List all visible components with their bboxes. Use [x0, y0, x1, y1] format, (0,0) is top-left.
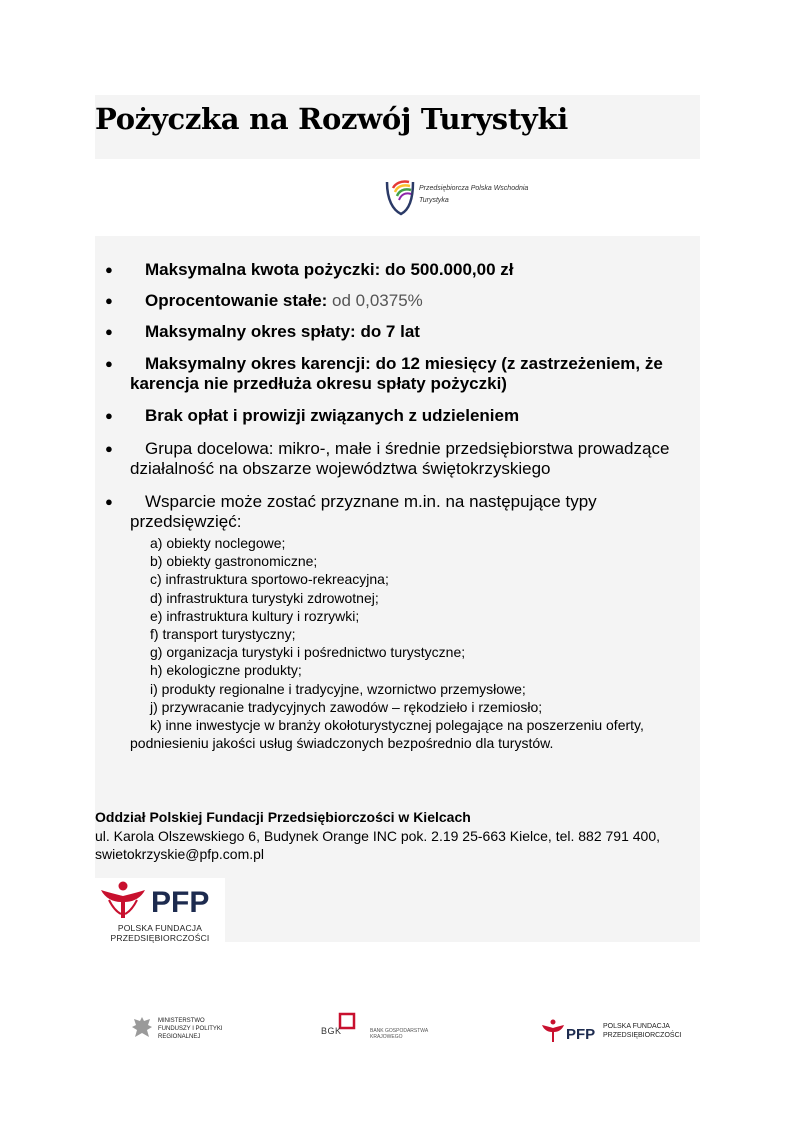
org-address: ul. Karola Olszewskiego 6, Budynek Orange INC pok. 2.19 25-663 Kielce, tel. 882 791 400, swietokrzyskie@pfp.com.pl [95, 828, 661, 862]
max-amount-text: Maksymalna kwota pożyczki: do 500.000,00 zł [145, 260, 514, 279]
pfp-logo-mark-icon [95, 878, 225, 922]
bgk-mark: BGK [321, 1026, 342, 1036]
program-logo-mark-icon [383, 176, 417, 220]
support-type-item: d) infrastruktura turystyki zdrowotnej; [150, 589, 379, 606]
list-item [95, 406, 519, 426]
pfp-logo-line2: PRZEDSIĘBIORCZOŚCI [110, 933, 210, 943]
list-item [95, 354, 700, 394]
interest-text [130, 291, 423, 311]
pfp-small-mark-icon [540, 1016, 602, 1046]
eagle-icon [130, 1015, 154, 1043]
list-item [95, 291, 423, 311]
support-type-item: g) organizacja turystyki i pośrednictwo turystyczne; [150, 644, 466, 661]
support-type-item: f) transport turystyczny; [150, 626, 296, 643]
pfp-small-mark-text: PFP [566, 1026, 596, 1043]
bullet-icon: ● [105, 262, 113, 277]
no-fees-text: Brak opłat i prowizji związanych z udzieleniem [145, 406, 520, 425]
list-item [95, 439, 700, 479]
grace-period-text: Maksymalny okres karencji: do 12 miesięcy (z zastrzeżeniem, że karencja nie przedłuża okresu spłaty pożyczki) [130, 354, 663, 393]
org-name: Oddział Polskiej Fundacji Przedsiębiorczości w Kielcach [95, 809, 471, 825]
interest-value: od 0,0375% [332, 291, 423, 310]
pfp-small-line2: PRZEDSIĘBIORCZOŚCI [603, 1032, 682, 1039]
support-type-item: a) obiekty noclegowe; [150, 535, 286, 551]
bullet-icon: ● [105, 408, 113, 423]
bullet-icon: ● [105, 356, 113, 371]
bullet-icon: ● [105, 494, 113, 509]
pfp-mark-text: PFP [151, 886, 210, 919]
max-period-text: Maksymalny okres spłaty: do 7 lat [145, 322, 420, 341]
pfp-small-line1: POLSKA FUNDACJA [603, 1023, 670, 1030]
pfp-logo-line1: POLSKA FUNDACJA [117, 923, 203, 933]
partner-logos [0, 1010, 794, 1050]
support-intro-text: Wsparcie może zostać przyznane m.in. na następujące typy przedsięwzięć: [130, 492, 597, 531]
list-item [95, 260, 514, 280]
support-type-item: c) infrastruktura sportowo-rekreacyjna; [150, 571, 389, 588]
ministry-logo [130, 1015, 250, 1045]
pfp-logo [95, 878, 225, 942]
bgk-line1: BANK GOSPODARSTWA [370, 1028, 429, 1034]
conditions-panel [95, 236, 700, 756]
support-type-item: k) inne inwestycje w branży okołoturystycznej polegające na poszerzeniu oferty, podniesieniu jakości usług świadczonych bezpośrednio dla turystów. [130, 717, 644, 752]
support-type-item: e) infrastruktura kultury i rozrywki; [150, 607, 360, 624]
ministry-line1: MINISTERSTWO [158, 1018, 205, 1024]
support-type-item: j) przywracanie tradycyjnych zawodów – rękodzieło i rzemiosło; [150, 698, 543, 715]
bullet-icon: ● [105, 441, 113, 456]
list-item [95, 492, 700, 532]
support-type-item: h) ekologiczne produkty; [150, 662, 302, 679]
ministry-line3: REGIONALNEJ [158, 1034, 201, 1040]
bgk-logo [318, 1012, 438, 1042]
program-logo-line2: Turystyka [419, 197, 449, 204]
bgk-line2: KRAJOWEGO [370, 1034, 403, 1040]
ministry-line2: FUNDUSZY I POLITYKI [158, 1026, 223, 1032]
pfp-small-logo [540, 1016, 680, 1046]
list-item [95, 322, 420, 342]
support-type-item: b) obiekty gastronomiczne; [150, 553, 318, 570]
interest-label: Oprocentowanie stałe: [145, 291, 333, 310]
bullet-icon: ● [105, 324, 113, 339]
title-panel [95, 95, 700, 159]
contact-panel [95, 756, 700, 942]
support-type-item: i) produkty regionalne i tradycyjne, wzornictwo przemysłowe; [150, 680, 526, 697]
bullet-icon: ● [105, 293, 113, 308]
target-group-text: Grupa docelowa: mikro-, małe i średnie przedsiębiorstwa prowadzące działalność na obszarze województwa świętokrzyskiego [130, 439, 670, 478]
program-logo-line1: Przedsiębiorcza Polska Wschodnia [419, 185, 529, 192]
program-logo [383, 176, 543, 220]
support-types-list [130, 534, 690, 752]
page-title: Pożyczka na Rozwój Turystyki [95, 102, 568, 136]
